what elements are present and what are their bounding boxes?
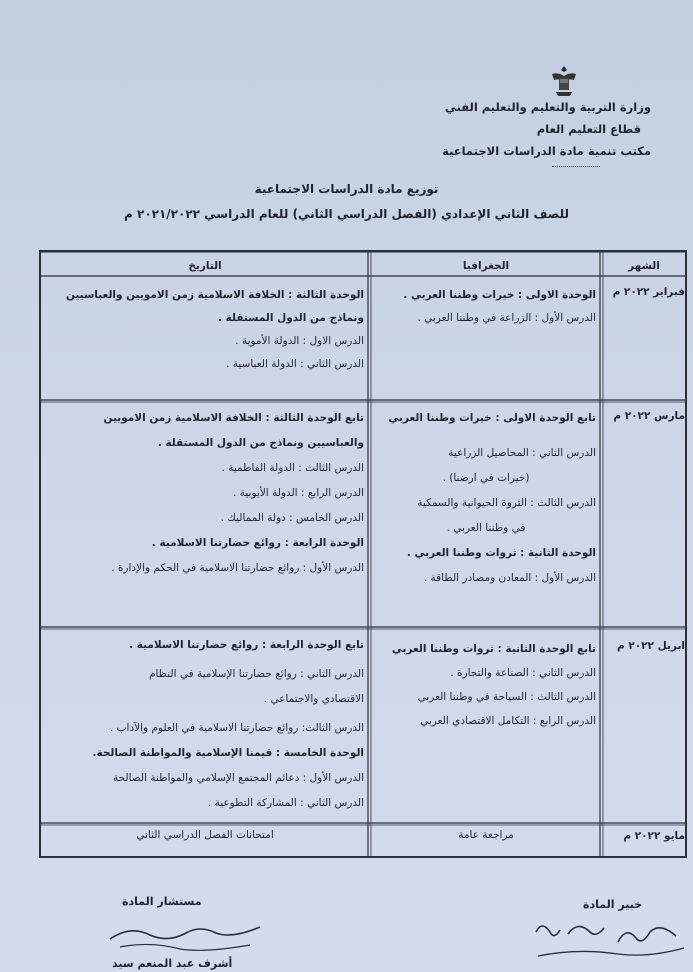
expert-signature	[528, 912, 693, 970]
month-february: فبراير ٢٠٢٢ م	[612, 286, 685, 298]
advisor-signature	[100, 915, 270, 957]
month-may: مايو ٢٠٢٢ م	[623, 830, 685, 842]
list-item: ونماذج من الدول المستقلة .	[218, 312, 364, 324]
list-item: الدرس الأول : دعائم المجتمع الإسلامي والمواطنة الصالحة	[113, 772, 364, 784]
header-history: التاريخ	[188, 260, 222, 272]
list-item: الدرس الثاني : الدولة العباسية .	[226, 358, 364, 370]
subject-advisor-name: أشرف عبد المنعم سيد	[112, 957, 233, 970]
list-item: الدرس الأول : الزراعة في وطننا العربي .	[417, 312, 596, 324]
list-item: الدرس الرابع : التكامل الاقتصادي العربي	[420, 715, 596, 727]
header-month: الشهر	[628, 260, 660, 272]
header-geography: الجغرافيا	[462, 260, 510, 272]
list-item: الدرس الأول : روائع حضارتنا الاسلامية في الحكم والإدارة .	[111, 562, 364, 574]
office-name: مكتب تنمية مادة الدراسات الاجتماعية	[442, 144, 651, 158]
mar-history-cell	[46, 406, 364, 581]
dotted-divider	[552, 166, 600, 167]
list-item: تابع الوحدة الثانية : ثروات وطننا العربي	[391, 643, 596, 655]
sector-name: قطاع التعليم العام	[536, 122, 641, 136]
ministry-header	[351, 96, 651, 162]
list-item: الاقتصادي والاجتماعي .	[263, 693, 364, 705]
list-item: الوحدة الاولى : خيرات وطننا العربي .	[403, 289, 596, 301]
list-item: الدرس الثالث: روائع حضارتنا الاسلامية في العلوم والآداب .	[109, 722, 364, 734]
list-item: في وطننا العربي .	[446, 522, 526, 534]
list-item: الدرس الاول : الدولة الأموية .	[235, 335, 364, 347]
list-item: الدرس الثاني : المشاركة التطوعية .	[207, 797, 364, 809]
list-item: تابع الوحدة الاولى : خيرات وطننا العربي	[388, 412, 596, 424]
eagle-emblem-icon	[548, 64, 580, 98]
subject-expert-title: خبير المادة	[583, 898, 643, 911]
list-item: الدرس الثالث : الثروة الحيوانية والسمكية	[417, 497, 596, 509]
document-title: توزيع مادة الدراسات الاجتماعية	[254, 182, 439, 196]
ministry-name: وزارة التربية والتعليم والتعليم الفني	[444, 100, 651, 114]
list-item: الدرس الثالث : السياحة في وطننا العربي	[417, 691, 596, 703]
apr-geography-cell	[376, 637, 596, 733]
list-item: الدرس الخامس : دولة المماليك .	[220, 512, 364, 524]
subject-advisor-title: مستشار المادة	[122, 895, 202, 908]
document-subtitle: للصف الثاني الإعدادي (الفصل الدراسي الثاني) للعام الدراسي ٢٠٢١/٢٠٢٢ م	[124, 207, 569, 221]
feb-geography-cell	[376, 284, 596, 330]
list-item: تابع الوحدة الرابعة : روائع حضارتنا الاسلامية .	[129, 639, 364, 651]
list-item: والعباسيين ونماذج من الدول المستقلة .	[157, 437, 364, 449]
list-item: الدرس الثاني : المحاصيل الزراعية	[448, 447, 596, 459]
list-item: الدرس الأول : المعادن ومصادر الطاقة .	[423, 572, 596, 584]
list-item: (خيرات في ارضنا) .	[442, 472, 530, 484]
list-item: الوحدة الخامسة : قيمنا الإسلامية والمواطنة الصالحة.	[92, 747, 364, 759]
mar-geography-cell	[376, 406, 596, 591]
month-march: مارس ٢٠٢٢ م	[613, 410, 685, 422]
list-item: الوحدة الثالثة : الخلافة الاسلامية زمن الامويين والعباسيين	[65, 289, 364, 301]
apr-history-cell	[46, 633, 364, 816]
feb-history-cell	[46, 284, 364, 376]
list-item: الدرس الثاني : الصناعة والتجارة .	[450, 667, 596, 679]
list-item: الدرس الثاني : روائع حضارتنا الإسلامية في النظام	[148, 668, 364, 680]
list-item: الوحدة الرابعة : روائع حضارتنا الاسلامية .	[151, 537, 364, 549]
list-item: الدرس الثالث : الدولة الفاطمية .	[221, 462, 364, 474]
list-item: تابع الوحدة الثالثة : الخلافة الاسلامية زمن الامويين	[103, 412, 364, 424]
month-april: ابريل ٢٠٢٢ م	[616, 640, 685, 652]
list-item: الوحدة الثانية : ثروات وطننا العربي .	[406, 547, 596, 559]
list-item: الدرس الرابع : الدولة الأيوبية .	[233, 487, 364, 499]
may-geography-cell: مراجعة عامة	[458, 829, 514, 841]
may-history-cell: امتحانات الفصل الدراسي الثاني	[136, 829, 274, 841]
